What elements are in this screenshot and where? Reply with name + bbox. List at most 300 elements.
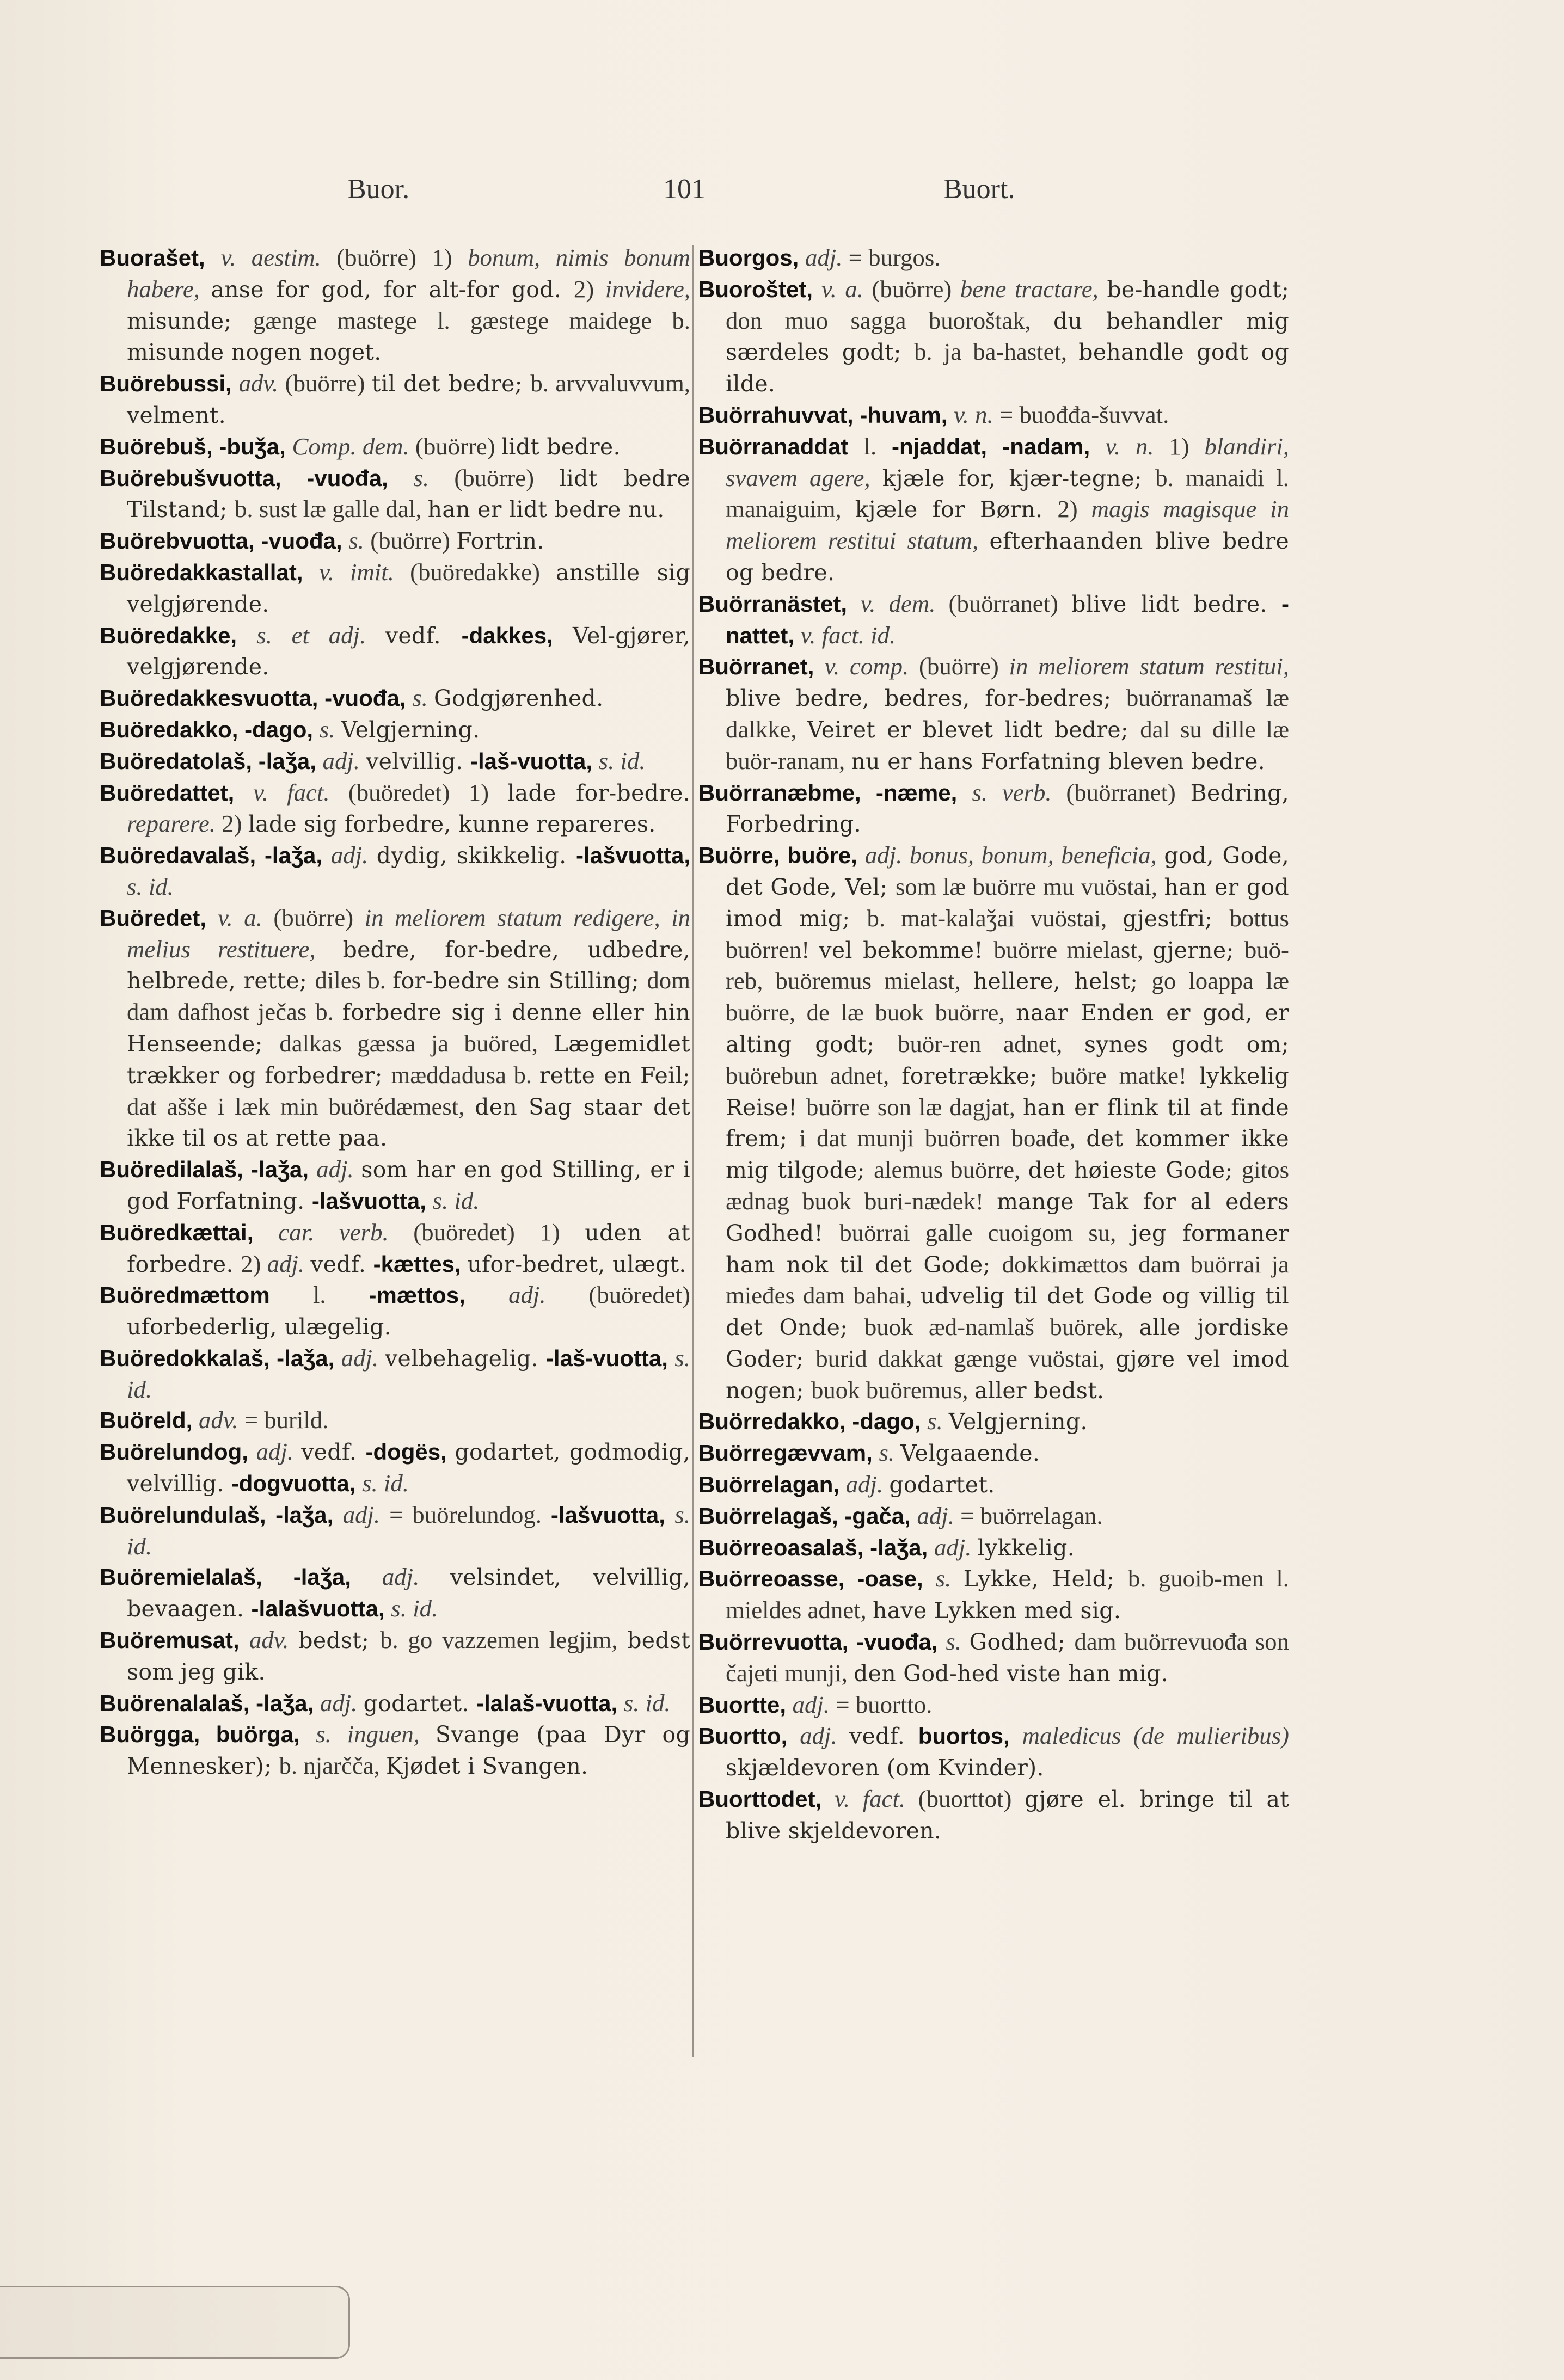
entry-text: adj. (322, 747, 366, 774)
entry-text: lykkelig Reise! (726, 1062, 1289, 1121)
entry-headword: Buörranaddat (698, 433, 864, 459)
entry-text: (buöredet) 1) (348, 778, 508, 806)
entry-text: han er god imod mig; (726, 874, 1289, 932)
entry-text: misunde nogen noget. (127, 339, 382, 366)
entry-headword: Buörre, buöre, (698, 842, 865, 869)
entry-text: (buörre) (454, 464, 560, 491)
entry-text: kjæle for Børn. (855, 496, 1058, 523)
entry-text: buok æd-namlaš buörek, (864, 1313, 1139, 1341)
entry-headword: -dogvuotta, (231, 1471, 363, 1497)
dictionary-entry (698, 1406, 1289, 1437)
entry-text: b. ja ba-hastet, (914, 338, 1079, 366)
entry-text: (buörre) (285, 370, 372, 397)
entry-headword: Buöredet, (100, 905, 218, 931)
entry-text: synes godt om; (1084, 1031, 1289, 1057)
entry-text: blandiri, svavem agere, (726, 432, 1290, 491)
entry-headword: Buöredilalaš, -laǯa, (100, 1157, 317, 1183)
entry-headword: Buorttodet, (698, 1786, 835, 1812)
entry-text: den Sag staar det ikke til os at rette paa. (127, 1093, 690, 1152)
entry-text: s. inguen, (316, 1720, 436, 1748)
entry-text: du behandler mig særdeles godt; (726, 308, 1289, 366)
entry-text: v. n. (1105, 432, 1169, 460)
entry-text: (buöredet) (588, 1281, 690, 1309)
entry-text: = burild. (244, 1406, 329, 1434)
entry-text: gjestfri; (1123, 905, 1230, 932)
entry-text: dydig, skikkelig. (376, 842, 576, 869)
entry-text: adv. (199, 1406, 244, 1434)
entry-text: (buöredakke) (410, 558, 556, 586)
entry-text: adj. (316, 1155, 361, 1183)
entry-text: buörre son læ dagjat, (806, 1093, 1023, 1121)
entry-text: adj. (934, 1533, 978, 1561)
entry-headword: Buöredakkesvuotta, -vuođa, (100, 685, 413, 711)
entry-text: buörre mielast, (993, 936, 1153, 963)
entry-text: s. id. (127, 872, 174, 900)
entry-text: 2) (573, 275, 605, 303)
entry-text: s. (879, 1439, 901, 1467)
dictionary-entry (100, 1719, 690, 1782)
entry-text: velvillig. (366, 748, 470, 774)
dictionary-entry (698, 1689, 1289, 1721)
entry-text: blive lidt bedre. (1071, 591, 1281, 617)
entry-text: s. id. (432, 1186, 480, 1214)
dictionary-entry (698, 1784, 1289, 1847)
entry-text: adj. (917, 1502, 961, 1529)
entry-text: bedre, for-bedre, udbedre, helbrede, rette; (127, 936, 691, 994)
entry-headword: Buöremusat, (100, 1627, 249, 1653)
entry-text: gænge mastege l. gæstege maidege b. (253, 306, 690, 334)
entry-headword: Buorašet, (100, 245, 221, 270)
entry-text: b. go vazzemen legjim, (380, 1626, 628, 1654)
entry-text: velbehagelig. (385, 1345, 546, 1372)
entry-headword: Buörelundulaš, -laǯa, (100, 1502, 343, 1528)
dictionary-entry (698, 1469, 1289, 1500)
entry-text: buörrai galle cuoigom su, (839, 1219, 1132, 1246)
entry-text: foretrække; (901, 1062, 1051, 1089)
entry-text: adj. (845, 1471, 890, 1498)
dictionary-entry (100, 682, 690, 714)
entry-text: adj. (256, 1438, 302, 1466)
entry-headword: Buörebvuotta, -vuođa, (100, 528, 349, 554)
entry-text: have Lykken med sig. (872, 1597, 1121, 1624)
dictionary-entry (100, 1688, 690, 1719)
entry-text: vel bekomme! (819, 937, 994, 963)
entry-text: buöre matke! (1051, 1061, 1199, 1089)
entry-text: kjæle for, kjær-tegne; (882, 465, 1156, 491)
entry-text: v. fact. (835, 1785, 918, 1813)
entry-headword: -njaddat, -nadam, (892, 433, 1106, 459)
entry-text: Veiret er blevet lidt bedre; (807, 716, 1140, 743)
entry-text: s. id. (127, 1344, 690, 1403)
entry-text: Comp. dem. (292, 432, 415, 460)
entry-text: vedf. (301, 1439, 366, 1466)
entry-text: s. (319, 715, 341, 743)
entry-text: l. (863, 432, 892, 460)
right-column (698, 242, 1289, 1847)
dictionary-entry (698, 242, 1289, 274)
entry-text: bonum, nimis bonum habere, (127, 244, 691, 303)
dictionary-entry (100, 1217, 690, 1280)
entry-text: bottus buörren! (726, 904, 1289, 963)
entry-text: lade for-bedre. (507, 779, 691, 806)
entry-text: (buörranet) (1066, 778, 1191, 806)
entry-headword: -lašvuotta, (575, 842, 690, 869)
entry-headword: Buörranæbme, -næme, (698, 779, 972, 805)
entry-text: bedst som jeg gik. (127, 1627, 690, 1685)
entry-headword: Buöredattet, (100, 779, 254, 805)
entry-text: aller bedst. (974, 1377, 1105, 1404)
dictionary-entry (100, 242, 690, 368)
entry-text: bedst; (298, 1627, 381, 1654)
entry-text: v. aestim. (220, 244, 337, 271)
entry-text: 2) (241, 1250, 267, 1277)
entry-text: (buörre) (273, 903, 365, 931)
entry-text: in meliorem statum restitui, (1009, 653, 1289, 680)
entry-headword: Buoroštet, (698, 276, 822, 302)
entry-text: b. njarčča, (279, 1752, 387, 1780)
dictionary-entry (698, 399, 1289, 431)
entry-text: Vel-gjører, velgjørende. (127, 622, 690, 680)
entry-text: b. sust læ galle dal, (235, 495, 428, 523)
dictionary-entry (698, 588, 1289, 651)
dictionary-entry (100, 620, 690, 683)
entry-headword: -dakkes, (461, 622, 573, 648)
dictionary-entry (100, 431, 690, 463)
entry-text: Bedring, Forbedring. (726, 779, 1289, 838)
entry-text: s. (348, 527, 371, 555)
entry-text: (buöredet) 1) (413, 1218, 585, 1246)
entry-headword: Buorgos, (698, 245, 805, 270)
entry-text: adj. (792, 1690, 836, 1718)
entry-headword: -dogës, (365, 1439, 455, 1465)
dictionary-entry (698, 840, 1289, 1406)
dictionary-entry (100, 840, 690, 902)
entry-text: til det bedre; (371, 371, 531, 397)
entry-text: Kjødet i Svangen. (386, 1753, 588, 1780)
entry-text: han er lidt bedre nu. (427, 496, 665, 523)
entry-headword: Buörrelagaš, -gača, (698, 1503, 917, 1529)
entry-text: = buortto. (836, 1690, 933, 1718)
entry-text: s. (935, 1565, 964, 1592)
entry-headword: Buortte, (698, 1692, 793, 1718)
entry-headword: Buörredakko, -dago, (698, 1409, 928, 1435)
dictionary-entry (698, 1563, 1289, 1626)
entry-text: lykkelig. (977, 1534, 1075, 1561)
entry-text: Velgjerning. (341, 716, 480, 743)
entry-text: naar Enden er god, er alting godt; (726, 1000, 1289, 1057)
dictionary-entry (698, 274, 1289, 399)
dictionary-entry (698, 1500, 1289, 1532)
dictionary-entry (100, 1561, 690, 1625)
entry-headword: -lašvuotta, (311, 1188, 433, 1214)
entry-text: in meliorem statum redigere, in melius restituere, (127, 903, 690, 963)
entry-headword: -nattet, (726, 591, 1289, 648)
entry-text: god, Gode, det Gode, Vel; (726, 842, 1289, 900)
entry-text: alle jordiske Goder; (726, 1314, 1289, 1372)
entry-text: gitos ædnag buok buri-nædek! (726, 1156, 1290, 1215)
entry-headword: Buöredakke, (100, 622, 257, 648)
dictionary-entry (698, 777, 1289, 840)
entry-text: godartet. (363, 1690, 477, 1717)
entry-headword: Buörranästet, (698, 591, 861, 617)
entry-text: adj. (341, 1344, 385, 1372)
entry-headword: Buörgga, buörga, (100, 1721, 316, 1748)
entry-headword: Buörebušvuotta, -vuođa, (100, 465, 414, 491)
entry-text: don muo sagga buoroštak, (726, 306, 1053, 334)
entry-headword: buortos, (918, 1723, 1022, 1749)
entry-text: (buörre) (919, 653, 1009, 680)
entry-text: vedf. (849, 1723, 918, 1750)
entry-text: buok buöremus, (811, 1376, 974, 1404)
entry-headword: Buörreoasalaš, -laǯa, (698, 1534, 934, 1560)
dictionary-entry (698, 1437, 1289, 1469)
dictionary-entry (100, 1343, 690, 1405)
entry-text: l. (312, 1281, 369, 1309)
entry-text: adj. (805, 244, 849, 271)
entry-headword: Buöredavalaš, -laǯa, (100, 842, 331, 869)
entry-text: b. arvvaluvvum, (530, 370, 690, 397)
entry-text: det høieste Gode; (1028, 1157, 1242, 1184)
entry-headword: Buörelundog, (100, 1439, 256, 1465)
dictionary-entry (698, 1532, 1289, 1564)
entry-text: = buörrelagan. (960, 1502, 1103, 1529)
entry-headword: -laš-vuotta, (470, 748, 599, 774)
entry-text: s. (412, 684, 434, 712)
entry-text: lidt bedre Tilstand; (127, 465, 690, 523)
entry-text: gjerne; (1152, 937, 1244, 963)
entry-headword: -lašvuotta, (550, 1502, 675, 1528)
entry-text: gjøre el. bringe til at blive skjeldevoren. (726, 1786, 1289, 1844)
dictionary-entry (100, 1499, 690, 1562)
entry-text: for-bedre sin Stilling; (392, 968, 647, 994)
entry-text: anse for god, for alt-for god. (211, 276, 574, 303)
entry-headword: Buöreld, (100, 1407, 199, 1434)
entry-text: Svange (paa Dyr og Mennesker); (127, 1721, 691, 1780)
entry-headword: Buörranet, (698, 654, 825, 680)
entry-text: v. fact. id. (800, 621, 896, 649)
entry-text: udvelig til det Gode og villig til det Onde; (726, 1283, 1289, 1341)
entry-headword: -mættos, (369, 1282, 509, 1308)
entry-headword: Buöredmættom (100, 1282, 313, 1308)
entry-text: blive bedre, bedres, for-bedres; (726, 685, 1126, 712)
dictionary-entry (100, 1154, 690, 1217)
entry-text: adj. (342, 1500, 390, 1528)
entry-text: vedf. (385, 622, 462, 649)
entry-headword: Buortto, (698, 1723, 800, 1749)
entry-headword: Buörebussi, (100, 371, 239, 397)
entry-text: (buörre) 1) (336, 244, 468, 271)
entry-text: (buörre) (370, 527, 457, 555)
entry-headword: Buöredkættai, (100, 1219, 279, 1245)
entry-text: s. (413, 464, 455, 491)
entry-headword: Buörrevuotta, -vuođa, (698, 1629, 946, 1655)
entry-text: b. guoib-men l. mieldes adnet, (726, 1565, 1290, 1624)
entry-text: skjældevoren (om Kvinder). (726, 1755, 1044, 1781)
entry-text: maledicus (de mulieribus) (1022, 1722, 1289, 1750)
entry-text: b. manaidi l. manaiguim, (726, 464, 1289, 523)
entry-text: mange Tak for al eders Godhed! (726, 1188, 1289, 1246)
entry-text: som har en god Stilling, er i god Forfatning. (127, 1157, 690, 1214)
entry-text: behandle godt og ilde. (726, 339, 1289, 397)
entry-text: adj. (800, 1722, 850, 1750)
entry-headword: Buörenalalaš, -laǯa, (100, 1690, 320, 1716)
entry-text: anstille sig velgjørende. (127, 559, 691, 617)
entry-text: s. id. (598, 747, 646, 774)
entry-text: adv. (238, 370, 285, 397)
entry-text: bene tractare, (960, 275, 1107, 303)
entry-headword: Buöredakkastallat, (100, 559, 320, 585)
dictionary-entry (698, 1720, 1289, 1784)
entry-text: gjøre vel imod nogen; (726, 1345, 1289, 1404)
dictionary-entry (100, 525, 690, 557)
entry-text: Godgjørenhed. (433, 685, 604, 712)
entry-text: vedf. (310, 1251, 373, 1277)
entry-text: adj. bonus, bonum, beneficia, (864, 841, 1164, 869)
entry-text: lidt bedre. (501, 433, 621, 460)
entry-text: dalkas gæssa ja buöred, (279, 1029, 554, 1057)
entry-text: go loappa læ buörre, de læ buok buörre, (726, 967, 1289, 1026)
entry-text: dokkimættos dam buörrai ja mieđes dam bahai, (726, 1250, 1289, 1309)
dictionary-entry (100, 463, 690, 526)
entry-text: i dat munji buörren boađe, (799, 1124, 1087, 1152)
entry-text: s. id. (127, 1500, 690, 1560)
entry-text: Lægemidlet trækker og forbedrer; (127, 1030, 690, 1088)
entry-text: hellere, helst; (973, 968, 1152, 995)
entry-text: = buörelundog. (389, 1500, 551, 1528)
entry-headword: Buörreoasse, -oase, (698, 1566, 936, 1592)
entry-text: = burgos. (848, 244, 941, 271)
entry-text: den God-hed viste han mig. (854, 1660, 1169, 1687)
dictionary-entry (100, 1436, 690, 1499)
entry-text: = buođđa-šuvvat. (999, 401, 1169, 428)
entry-headword: Buörrahuvvat, -huvam, (698, 402, 954, 428)
header-right-guideword: Buort. (943, 174, 1015, 205)
entry-text: dal su dille læ buör-ranam, (726, 715, 1289, 774)
entry-text: mæddadusa b. (391, 1061, 539, 1088)
entry-text: lade sig forbedre, kunne repareres. (248, 811, 656, 838)
entry-text: 2) (1057, 495, 1091, 523)
entry-text: Fortrin. (456, 528, 544, 555)
entry-headword: Buöredakko, -dago, (100, 716, 320, 742)
entry-text: s. id. (623, 1689, 671, 1717)
entry-headword: Buöredokkalaš, -laǯa, (100, 1345, 341, 1371)
entry-text: s. (927, 1407, 949, 1435)
entry-text: (buorttot) (918, 1785, 1025, 1813)
entry-headword: -kættes, (373, 1251, 468, 1277)
entry-text: dam buörrevuođa son čajeti munji, (726, 1628, 1289, 1687)
page-header (0, 173, 1564, 217)
entry-text: som læ buörre mu vuöstai, (895, 872, 1164, 900)
dictionary-entry (100, 714, 690, 746)
entry-text: efterhaanden blive bedre og bedre. (726, 528, 1290, 586)
entry-headword: Buöremielalaš, -laǯa, (100, 1564, 382, 1590)
entry-text: jeg formaner ham nok til det Gode; (726, 1220, 1290, 1278)
entry-text: (buörre) (872, 275, 960, 303)
dictionary-entry (698, 1626, 1289, 1689)
entry-headword: -lalaš-vuotta, (476, 1690, 624, 1716)
header-left-guideword: Buor. (347, 174, 410, 205)
entry-text: buörebun adnet, (726, 1061, 902, 1089)
entry-text: burid dakkat gænge vuöstai, (815, 1344, 1116, 1372)
entry-text: Velgjerning. (948, 1409, 1088, 1435)
entry-text: det kommer ikke mig tilgode; (726, 1126, 1289, 1184)
entry-text: s. (946, 1628, 970, 1656)
entry-text: misunde; (127, 308, 253, 334)
dictionary-entry (698, 431, 1289, 588)
page-number: 101 (663, 174, 706, 205)
dictionary-entry (100, 746, 690, 777)
entry-text: car. verb. (278, 1218, 414, 1246)
entry-text: uden at forbedre. (127, 1219, 690, 1277)
entry-text: adj. (508, 1281, 589, 1309)
entry-headword: Buörrelagan, (698, 1472, 846, 1498)
entry-text: v. n. (954, 401, 999, 428)
entry-text: v. a. (821, 275, 872, 303)
entry-text: dom dam dafhost ječas b. (127, 967, 691, 1026)
dictionary-entry (100, 1405, 690, 1436)
entry-headword: Buörebuš, -buǯa, (100, 433, 292, 459)
entry-text: 1) (1169, 432, 1205, 460)
entry-text: han er flink til at finde frem; (726, 1094, 1289, 1152)
dictionary-entry (100, 368, 690, 431)
entry-text: v. comp. (824, 653, 919, 680)
entry-text: magis magisque in meliorem restitui statum, (726, 495, 1289, 555)
column-divider (692, 245, 694, 2057)
entry-text: dat ašše i læk min buörédæmest, (127, 1092, 475, 1120)
entry-text: diles b. (315, 967, 393, 994)
entry-text: buör-ren adnet, (898, 1030, 1084, 1057)
entry-text: 2) (222, 810, 248, 838)
entry-text: ufor-bedret, ulægt. (467, 1251, 686, 1277)
entry-text: adj. (330, 841, 377, 869)
entry-text: s. verb. (972, 778, 1066, 806)
dictionary-entry (100, 557, 690, 620)
dictionary-entry (698, 651, 1289, 777)
entry-text: v. a. (218, 903, 274, 931)
entry-text: s. et adj. (256, 621, 385, 649)
left-column (100, 242, 690, 1782)
entry-text: velsindet, velvillig, bevaagen. (127, 1564, 690, 1622)
entry-text: nu er hans Forfatning bleven bedre. (851, 748, 1265, 774)
entry-text: s. id. (391, 1595, 438, 1622)
entry-text: (buörranet) (948, 589, 1072, 617)
entry-text: b. mat-kalaǯai vuöstai, (867, 904, 1123, 932)
entry-text: buö-reb, buöremus mielast, (726, 936, 1289, 995)
entry-text: uforbederlig, ulægelig. (127, 1314, 391, 1340)
entry-text: adj. (320, 1689, 364, 1717)
entry-text: buörranamaš læ dalkke, (726, 684, 1289, 743)
entry-text: v. dem. (860, 589, 949, 617)
entry-text: s. id. (362, 1469, 409, 1497)
entry-text: (buörre) (415, 432, 501, 460)
entry-text: Velgaaende. (900, 1440, 1040, 1467)
entry-headword: Buörregævvam, (698, 1440, 879, 1466)
entry-text: godartet. (889, 1472, 995, 1498)
entry-text: godartet, godmodig, velvillig. (127, 1439, 690, 1497)
entry-text: Godhed; (969, 1629, 1075, 1656)
entry-headword: Buöredatolaš, -laǯa, (100, 748, 323, 774)
entry-text: invidere, (605, 275, 690, 303)
entry-headword: -laš-vuotta, (545, 1345, 675, 1371)
dictionary-entry (100, 1280, 690, 1343)
dictionary-entry (100, 1625, 690, 1688)
entry-text: rette en Feil; (539, 1062, 691, 1088)
paper-clip-tab (0, 2286, 350, 2359)
entry-text: alemus buörre, (874, 1156, 1028, 1184)
entry-text: adv. (249, 1626, 299, 1654)
entry-text: adj. (267, 1250, 311, 1277)
entry-text: Lykke, Held; (963, 1566, 1128, 1592)
